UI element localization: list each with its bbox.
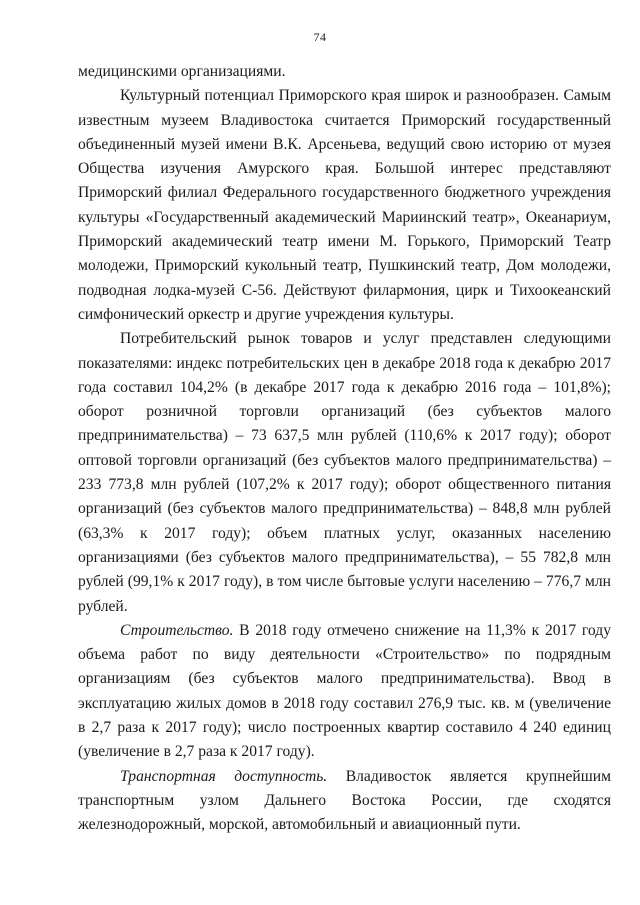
paragraph-text: В 2018 году отмечено снижение на 11,3% к 2017 году объема работ по виду деятельности «Строительство» по подрядным организациям (без субъектов малого предпринимательства). Ввод в эксплуатацию жилых домов в 2018 году составил 276,9 тыс. кв. м (увеличение в 2,7 раза к 2017 году); число построенных квартир составило 4 240 единиц (увеличение в 2,7 раза к 2017 году).: [78, 621, 611, 761]
paragraph-text: Потребительский рынок товаров и услуг представлен следующими показателями: индекс потребительских цен в декабре 2018 года к декабрю 2017 года составил 104,2% (в декабре 2017 года к декабрю 2016 года – 101,8%); оборот розничной торговли организаций (без субъектов малого предпринимательства) – 73 637,5 млн рублей (110,6% к 2017 году); оборот оптовой торговли организаций (без субъектов малого предпринимательства) – 233 773,8 млн рублей (107,2% к 2017 году); оборот общественного питания организаций (без субъектов малого предпринимательства) – 848,8 млн рублей (63,3% к 2017 году); объем платных услуг, оказанных населению организациями (без субъектов малого предпринимательства), – 55 782,8 млн рублей (99,1% к 2017 году), в том числе бытовые услуги населению – 776,7 млн рублей.: [78, 330, 611, 615]
paragraph-culture: [78, 84, 611, 327]
paragraph-text: Владивосток является крупнейшим транспортным узлом Дальнего Востока России, где сходятся железнодорожный, морской, автомобильный и авиационный пути.: [78, 767, 611, 834]
paragraph-construction: [78, 619, 611, 765]
paragraph-consumer-market: [78, 327, 611, 619]
paragraph-transport: [78, 765, 611, 838]
paragraph-text: Культурный потенциал Приморского края широк и разнообразен. Самым известным музеем Владивостока считается Приморский государственный объединенный музей имени В.К. Арсеньева, ведущий свою историю от музея Общества изучения Амурского края. Большой интерес представляют Приморский филиал Федерального государственного бюджетного учреждения культуры «Государственный академический Мариинский театр», Океанариум, Приморский академический театр имени М. Горького, Приморский Театр молодежи, Приморский кукольный театр, Пушкинский театр, Дом молодежи, подводная лодка-музей С-56. Действуют филармония, цирк и Тихоокеанский симфонический оркестр и другие учреждения культуры.: [78, 87, 611, 323]
paragraph-lead: Транспортная доступность.: [120, 767, 328, 785]
paragraph-continuation: [78, 60, 611, 84]
paragraph-text: медицинскими организациями.: [78, 63, 286, 80]
paragraph-lead: Строительство.: [120, 621, 234, 639]
body-text: [78, 60, 611, 838]
page-number: 74: [313, 30, 327, 44]
